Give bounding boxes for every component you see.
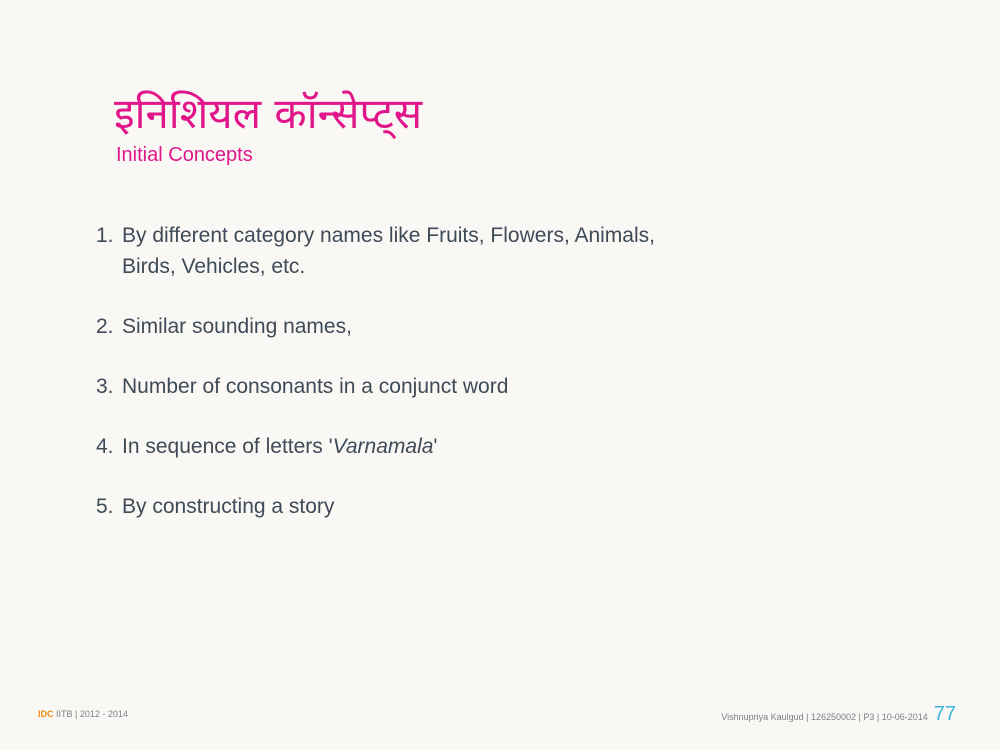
page-number: 77 xyxy=(933,703,956,725)
page-subtitle-english: Initial Concepts xyxy=(116,144,253,166)
list-item-text-after: ' xyxy=(433,435,438,458)
list-item-text: Similar sounding names, xyxy=(122,315,352,338)
list-item-text-italic: Varnamala xyxy=(332,435,434,458)
list-item-text-before: In sequence of letters ' xyxy=(122,435,333,458)
list-item-number: 5. xyxy=(96,495,114,518)
list-item-text: By different category names like Fruits, Flowers, Animals, Birds, Vehicles, etc. xyxy=(122,224,655,278)
list-item-text xyxy=(122,431,696,462)
page-title-hindi: इनिशियल कॉन्सेप्ट्स xyxy=(114,89,423,138)
concept-list xyxy=(96,220,696,551)
list-item-text: Number of consonants in a conjunct word xyxy=(122,375,509,398)
footer-right xyxy=(721,703,956,726)
footer-author-info: Vishnupriya Kaulgud | 126250002 | P3 | 10-06-2014 xyxy=(721,712,928,722)
list-item xyxy=(96,491,696,522)
list-item-number: 2. xyxy=(96,315,114,338)
list-item-number: 4. xyxy=(96,435,114,458)
list-item xyxy=(96,220,696,282)
footer-left xyxy=(38,709,128,719)
list-item-text: By constructing a story xyxy=(122,495,335,518)
footer-org: IDC xyxy=(38,709,54,719)
footer-institute: IITB | 2012 - 2014 xyxy=(53,709,128,719)
list-item-number: 3. xyxy=(96,375,114,398)
list-item xyxy=(96,371,696,402)
list-item xyxy=(96,311,696,342)
list-item xyxy=(96,431,696,462)
list-item-number: 1. xyxy=(96,224,114,247)
